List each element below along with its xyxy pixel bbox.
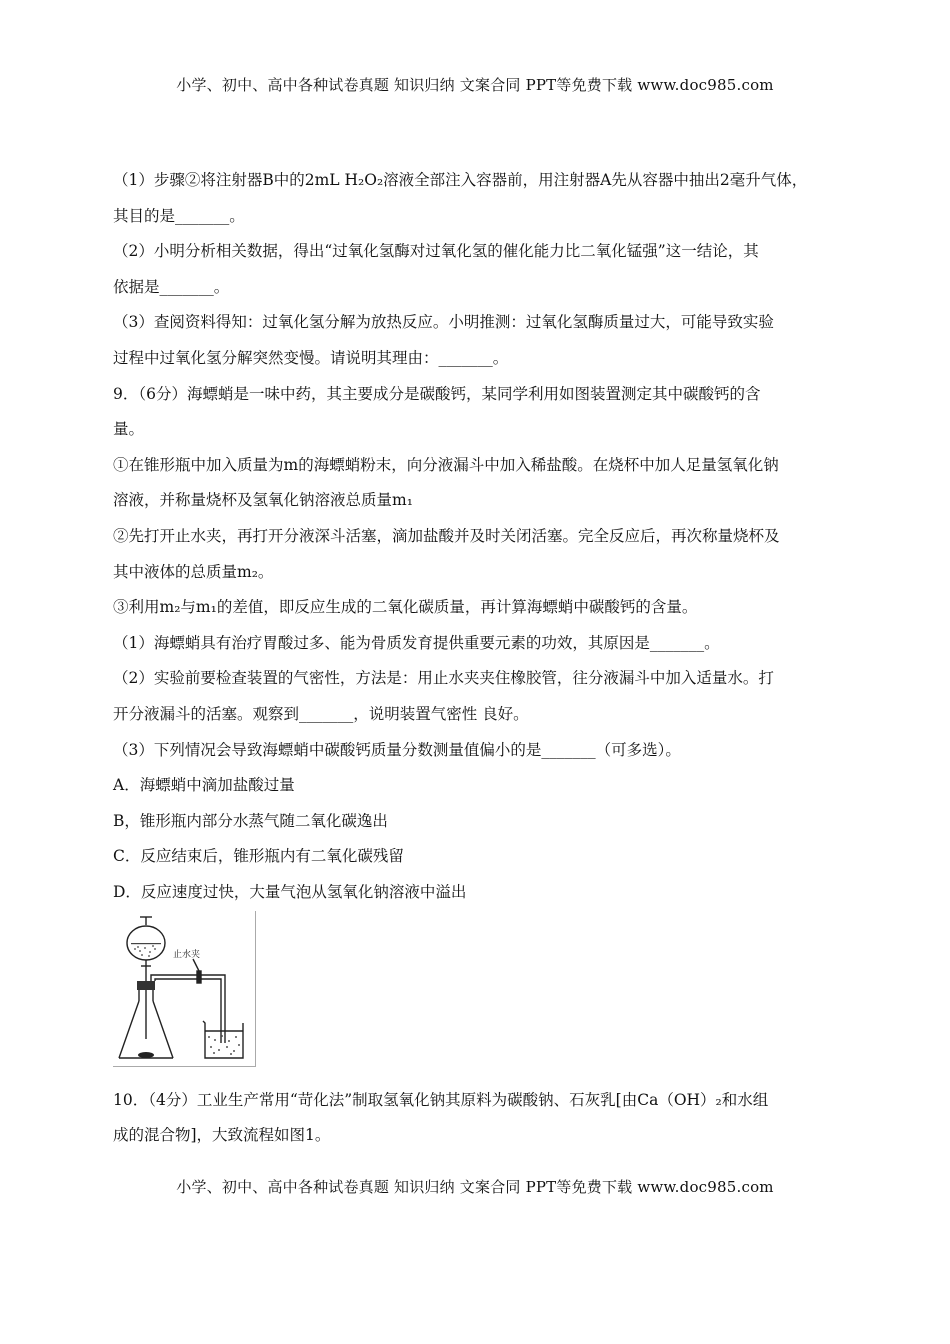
question-9-title: 9．（6分）海螵蛸是一味中药，其主要成分是碳酸钙，某同学利用如图装置测定其中碳酸钙的含 <box>113 384 761 403</box>
text-line: （2）实验前要检查装置的气密性，方法是：用止水夹夹住橡胶管，往分液漏斗中加入适量水。打 <box>113 669 774 688</box>
text-line: 依据是_______。 <box>113 277 230 296</box>
text-line: ②先打开止水夹，再打开分液深斗活塞，滴加盐酸并及时关闭活塞。完全反应后，再次称量烧杯及 <box>113 526 780 545</box>
text-line: （1）海螵蛸具有治疗胃酸过多、能为骨质发育提供重要元素的功效，其原因是_______。 <box>113 633 720 652</box>
text-line: （3）下列情况会导致海螵蛸中碳酸钙质量分数测量值偏小的是_______（可多选）。 <box>113 740 681 759</box>
text-line: 过程中过氧化氢分解突然变慢。请说明其理由：_______。 <box>113 348 509 367</box>
option-d: D．反应速度过快，大量气泡从氢氧化钠溶液中溢出 <box>113 882 467 901</box>
clamp-label: 止水夹 <box>173 950 201 960</box>
separatory-funnel-icon <box>127 917 165 981</box>
text-line: ①在锥形瓶中加入质量为m的海螵蛸粉末，向分液漏斗中加入稀盐酸。在烧杯中加人足量氢氧化钠 <box>113 455 779 474</box>
option-c: C．反应结束后，锥形瓶内有二氧化碳残留 <box>113 847 404 866</box>
text-line: 开分液漏斗的活塞。观察到_______，说明装置气密性 良好。 <box>113 704 529 723</box>
stopper-icon <box>137 981 155 990</box>
page-footer: 小学、初中、高中各种试卷真题 知识归纳 文案合同 PPT等免费下载 www.doc985.com <box>176 1178 774 1196</box>
text-line: ③利用m₂与m₁的差值，即反应生成的二氧化碳质量，再计算海螵蛸中碳酸钙的含量。 <box>113 598 698 617</box>
page-header: 小学、初中、高中各种试卷真题 知识归纳 文案合同 PPT等免费下载 www.doc985.com <box>176 76 774 94</box>
text-line: 量。 <box>113 420 145 439</box>
option-b: B，锥形瓶内部分水蒸气随二氧化碳逸出 <box>113 811 388 830</box>
text-line: （1）步骤②将注射器B中的2mL H₂O₂溶液全部注入容器前，用注射器A先从容器中抽出2毫升气体， <box>113 171 808 189</box>
question-10-block <box>113 1088 843 1158</box>
text-line: 成的混合物]，大致流程如图1。 <box>113 1126 331 1144</box>
text-line: 溶液，并称量烧杯及氢氧化钠溶液总质量m₁ <box>113 491 413 510</box>
apparatus-figure <box>113 911 256 1067</box>
question-10-title: 10．（4分）工业生产常用“苛化法”制取氢氧化钠其原料为碳酸钠、石灰乳[由Ca（OH）₂和水组 <box>113 1091 769 1109</box>
beaker-icon <box>203 1021 243 1058</box>
text-line: 其中液体的总质量m₂。 <box>113 562 274 581</box>
text-line: 其目的是_______。 <box>113 206 245 225</box>
conical-flask-icon <box>119 990 173 1058</box>
question-8-block <box>113 168 843 915</box>
delivery-tube-icon <box>151 975 225 1043</box>
text-line: （2）小明分析相关数据，得出“过氧化氢酶对过氧化氢的催化能力比二氧化锰强”这一结论，其 <box>113 242 759 261</box>
text-line: （3）查阅资料得知：过氧化氢分解为放热反应。小明推测：过氧化氢酶质量过大，可能导致实验 <box>113 313 774 332</box>
option-a: A．海螵蛸中滴加盐酸过量 <box>113 776 295 795</box>
